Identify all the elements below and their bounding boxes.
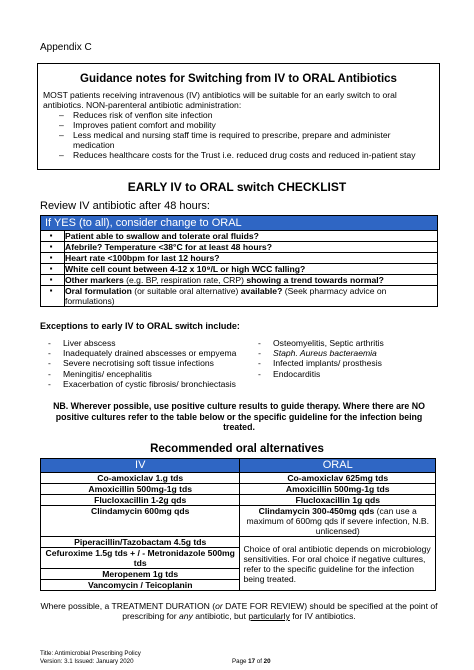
col-oral-header: ORAL: [240, 459, 436, 473]
guidance-point: – Improves patient comfort and mobility: [59, 120, 434, 130]
col-iv-header: IV: [41, 459, 240, 473]
duration-em: any: [179, 611, 193, 621]
page-of: of: [255, 658, 264, 665]
checklist-item: Patient able to swallow and tolerate oral fluids?: [65, 231, 259, 241]
table-row: [41, 506, 436, 537]
footer-version: Version: 3.1 Issued: January 2020: [40, 658, 134, 665]
guidance-intro: MOST patients receiving intravenous (IV) antibiotics will be suitable for an early switch to oral antibiotics. NON-parenteral antibiotic administration:: [43, 90, 397, 110]
iv-cell: Vancomycin / Teicoplanin: [41, 580, 240, 591]
duration-note: [40, 601, 438, 621]
duration-text: DATE FOR REVIEW) should be specified at the point of prescribing for: [122, 601, 438, 621]
checklist-item-bold: available?: [240, 286, 283, 296]
guidance-title: Guidance notes for Switching from IV to ORAL Antibiotics: [80, 73, 397, 85]
guidance-list: [43, 110, 434, 160]
checklist-row: [41, 286, 438, 307]
square-bullet-icon: ▪: [41, 253, 65, 264]
exception-item: - Endocarditis: [258, 369, 384, 379]
footer-title: Title: Antimicrobial Prescribing Policy: [40, 650, 141, 657]
square-bullet-icon: ▪: [41, 242, 65, 253]
alternatives-title: Recommended oral alternatives: [150, 443, 324, 455]
checklist-item: Heart rate <100bpm for last 12 hours?: [65, 253, 220, 263]
duration-underline: particularly: [248, 611, 290, 621]
exception-item: - Exacerbation of cystic fibrosis/ bronchiectasis: [48, 379, 236, 389]
review-heading: Review IV antibiotic after 48 hours:: [40, 200, 210, 212]
checklist-row: [41, 231, 438, 242]
oral-cell: [240, 506, 436, 537]
exception-item: - Inadequately drained abscesses or empyema: [48, 348, 236, 358]
duration-em: or: [215, 601, 223, 611]
alternatives-header-row: [41, 459, 436, 473]
table-row: [41, 537, 436, 548]
exception-item: - Staph. Aureus bacteraemia: [258, 348, 384, 358]
exceptions-list-left: [48, 338, 236, 389]
checklist-item-bold: Other markers: [65, 275, 124, 285]
footer-left: [40, 650, 141, 666]
square-bullet-icon: ▪: [41, 264, 65, 275]
square-bullet-icon: ▪: [41, 231, 65, 242]
footer-page: [232, 658, 271, 666]
page-total: 20: [263, 658, 271, 665]
checklist-table: [40, 215, 438, 307]
checklist-item-bold: Oral formulation: [65, 286, 132, 296]
iv-cell: Clindamycin 600mg qds: [41, 506, 240, 537]
duration-text: Where possible, a TREATMENT DURATION (: [40, 601, 216, 611]
exception-item: - Meningitis/ encephalitis: [48, 369, 236, 379]
square-bullet-icon: ▪: [41, 286, 65, 307]
checklist-item: Afebrile? Temperature <38°C for at least 48 hours?: [65, 242, 272, 252]
guidance-box: [37, 63, 440, 170]
oral-cell: Flucloxacillin 1g qds: [240, 495, 436, 506]
iv-cell: Co-amoxiclav 1.g tds: [41, 473, 240, 484]
guidance-point: – Reduces risk of venflon site infection: [59, 110, 434, 120]
table-row: [41, 484, 436, 495]
oral-drug-note: (can use a maximum of 600mg qds if severe infection, N.B. unlicensed): [246, 506, 429, 536]
oral-cell: Amoxicillin 500mg-1g tds: [240, 484, 436, 495]
iv-cell: Flucloxacillin 1-2g qds: [41, 495, 240, 506]
exceptions-title: Exceptions to early IV to ORAL switch include:: [40, 321, 240, 331]
checklist-item: White cell count between 4-12 x 10⁹/L or high WCC falling?: [65, 264, 306, 274]
page-prefix: Page: [232, 658, 249, 665]
exception-item: - Infected implants/ prosthesis: [258, 358, 384, 368]
table-row: [41, 473, 436, 484]
exceptions-list-right: [258, 338, 384, 379]
guidance-point: – Less medical and nursing staff time is required to prescribe, prepare and administer medication: [59, 130, 434, 150]
guidance-point: – Reduces healthcare costs for the Trust i.e. reduced drug costs and reduced in-patient stay: [59, 150, 434, 160]
iv-cell: Meropenem 1g tds: [41, 569, 240, 580]
exception-item: - Osteomyelitis, Septic arthritis: [258, 338, 384, 348]
checklist-item-text: (Seek pharmacy advice on formulations): [65, 286, 387, 306]
checklist-header: If YES (to all), consider change to ORAL: [41, 216, 438, 231]
appendix-label: Appendix C: [40, 42, 92, 53]
iv-cell: Piperacillin/Tazobactam 4.5g tds: [41, 537, 240, 548]
iv-cell: Cefuroxime 1.5g tds + / - Metronidazole 500mg tds: [41, 548, 240, 569]
oral-drug: Clindamycin 300-450mg qds: [258, 506, 375, 516]
exception-item: - Severe necrotising soft tissue infections: [48, 358, 236, 368]
iv-cell: Amoxicillin 500mg-1g tds: [41, 484, 240, 495]
checklist-row: [41, 264, 438, 275]
duration-text: antibiotic, but: [192, 611, 249, 621]
checklist-item-text: (e.g. BP, respiration rate, CRP): [123, 275, 247, 285]
culture-note: NB. Wherever possible, use positive culture results to guide therapy. Where there are NO positive cultures refer to the table below or the specific guideline for the infection being treated.: [53, 401, 425, 432]
checklist-row: [41, 275, 438, 286]
checklist-item-bold: showing a trend towards normal?: [246, 275, 384, 285]
checklist-row: [41, 253, 438, 264]
exception-item: - Liver abscess: [48, 338, 236, 348]
checklist-header-row: [41, 216, 438, 231]
alternatives-table: [40, 458, 436, 591]
table-row: [41, 495, 436, 506]
checklist-row: [41, 242, 438, 253]
oral-choice-cell: Choice of oral antibiotic depends on microbiology sensitivities. For oral choice if negative cultures, refer to the specific guideline for the infection being treated.: [240, 537, 436, 591]
square-bullet-icon: ▪: [41, 275, 65, 286]
checklist-item-text: (or suitable oral alternative): [131, 286, 241, 296]
checklist-title: EARLY IV to ORAL switch CHECKLIST: [127, 180, 347, 194]
page-number: 17: [248, 658, 256, 665]
duration-text: for IV antibiotics.: [289, 611, 356, 621]
oral-cell: Co-amoxiclav 625mg tds: [240, 473, 436, 484]
